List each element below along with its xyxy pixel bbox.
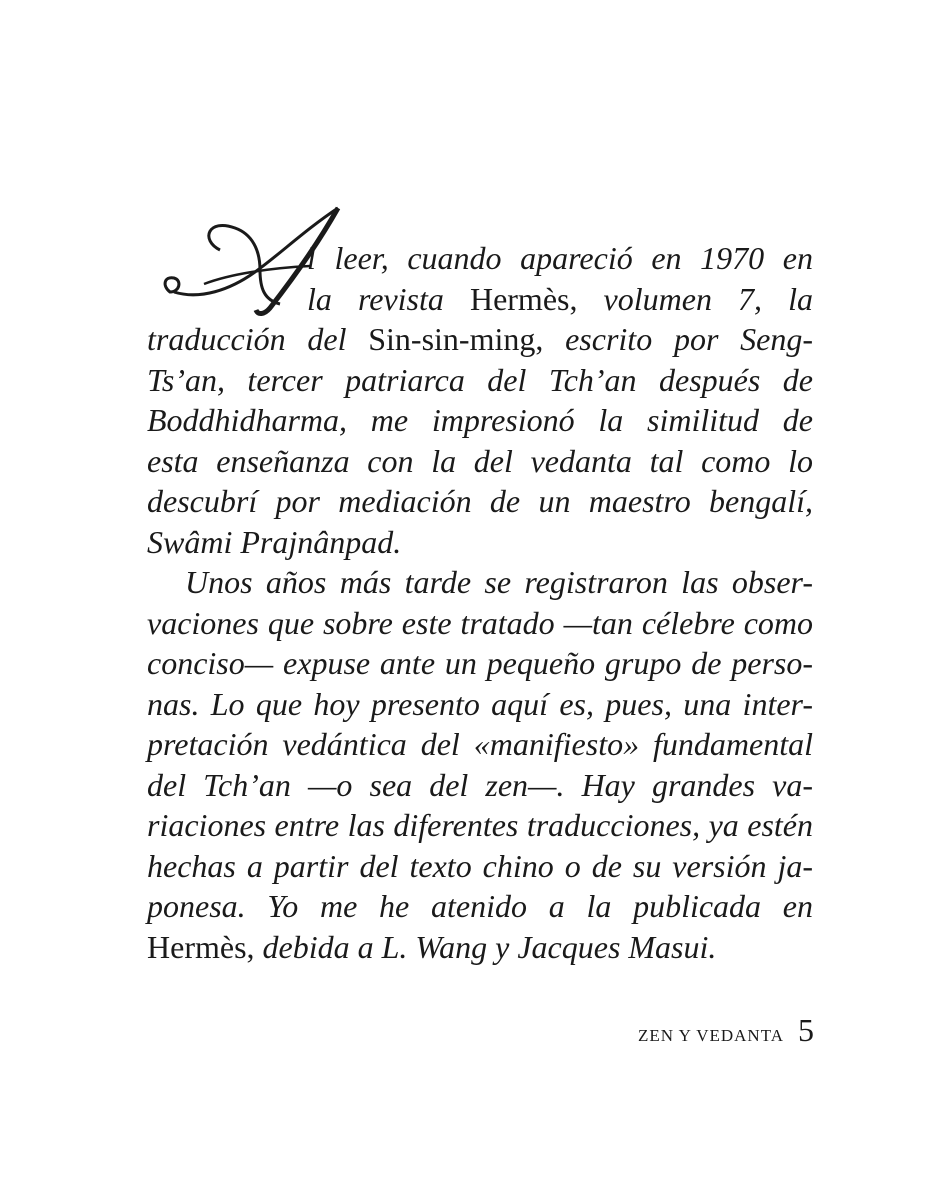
text-segment: traducción del (147, 321, 369, 357)
page-number: 5 (798, 1012, 814, 1048)
text-segment: hechas a partir del texto chino o de su versión ja- (147, 847, 813, 884)
text-line (147, 522, 813, 563)
text-segment: la revista (307, 280, 470, 317)
text-line (147, 603, 813, 644)
text-segment: riaciones entre las diferentes traducciones, ya estén (147, 807, 813, 843)
text-segment: escrito por Seng- (543, 321, 814, 357)
text-line (147, 481, 813, 522)
text-line (147, 360, 813, 401)
text-segment: pretación vedántica del «manifiesto» fundamental (147, 726, 813, 762)
text-line (147, 805, 813, 846)
text-line (147, 927, 813, 968)
text-segment: Unos años más tarde se registraron las obser- (185, 564, 813, 600)
page-footer (638, 1012, 814, 1049)
text-segment: descubrí por mediación de un maestro bengalí, (147, 483, 813, 519)
text-segment: esta enseñanza con la del vedanta tal como lo (147, 442, 813, 479)
text-segment: Boddhidharma, me impresionó la similitud de (147, 402, 813, 438)
text-segment: Ts’an, tercer patriarca del Tch’an después de (147, 361, 813, 398)
text-segment: Swâmi Prajnânpad. (147, 523, 402, 560)
text-line (147, 400, 813, 441)
text-line (147, 319, 813, 360)
text-line (147, 643, 813, 684)
text-segment: Sin-sin-ming, (368, 321, 544, 357)
body-text (147, 238, 813, 967)
text-segment: l leer, cuando apareció en 1970 en (307, 240, 813, 276)
text-segment: debida a L. Wang y Jacques Masui. (254, 928, 717, 965)
text-segment: ponesa. Yo me he atenido a la publicada en (147, 888, 813, 924)
text-line (147, 684, 813, 725)
text-segment: nas. Lo que hoy presento aquí es, pues, una inter- (147, 685, 813, 722)
text-line (147, 279, 813, 320)
running-title: ZEN Y VEDANTA (637, 1026, 784, 1045)
text-segment: volumen 7, la (577, 280, 813, 317)
text-line (147, 765, 813, 806)
text-segment: del Tch’an —o sea del zen—. Hay grandes va- (147, 766, 813, 803)
text-segment: Hermès, (147, 928, 255, 965)
text-line (147, 846, 813, 887)
text-line (147, 724, 813, 765)
text-segment: vaciones que sobre este tratado —tan célebre como (147, 604, 813, 641)
text-line (147, 886, 813, 927)
text-line (147, 562, 813, 603)
text-line (147, 238, 813, 279)
text-line (147, 441, 813, 482)
text-segment: conciso— expuse ante un pequeño grupo de perso- (147, 645, 813, 681)
text-segment: Hermès, (469, 280, 578, 317)
